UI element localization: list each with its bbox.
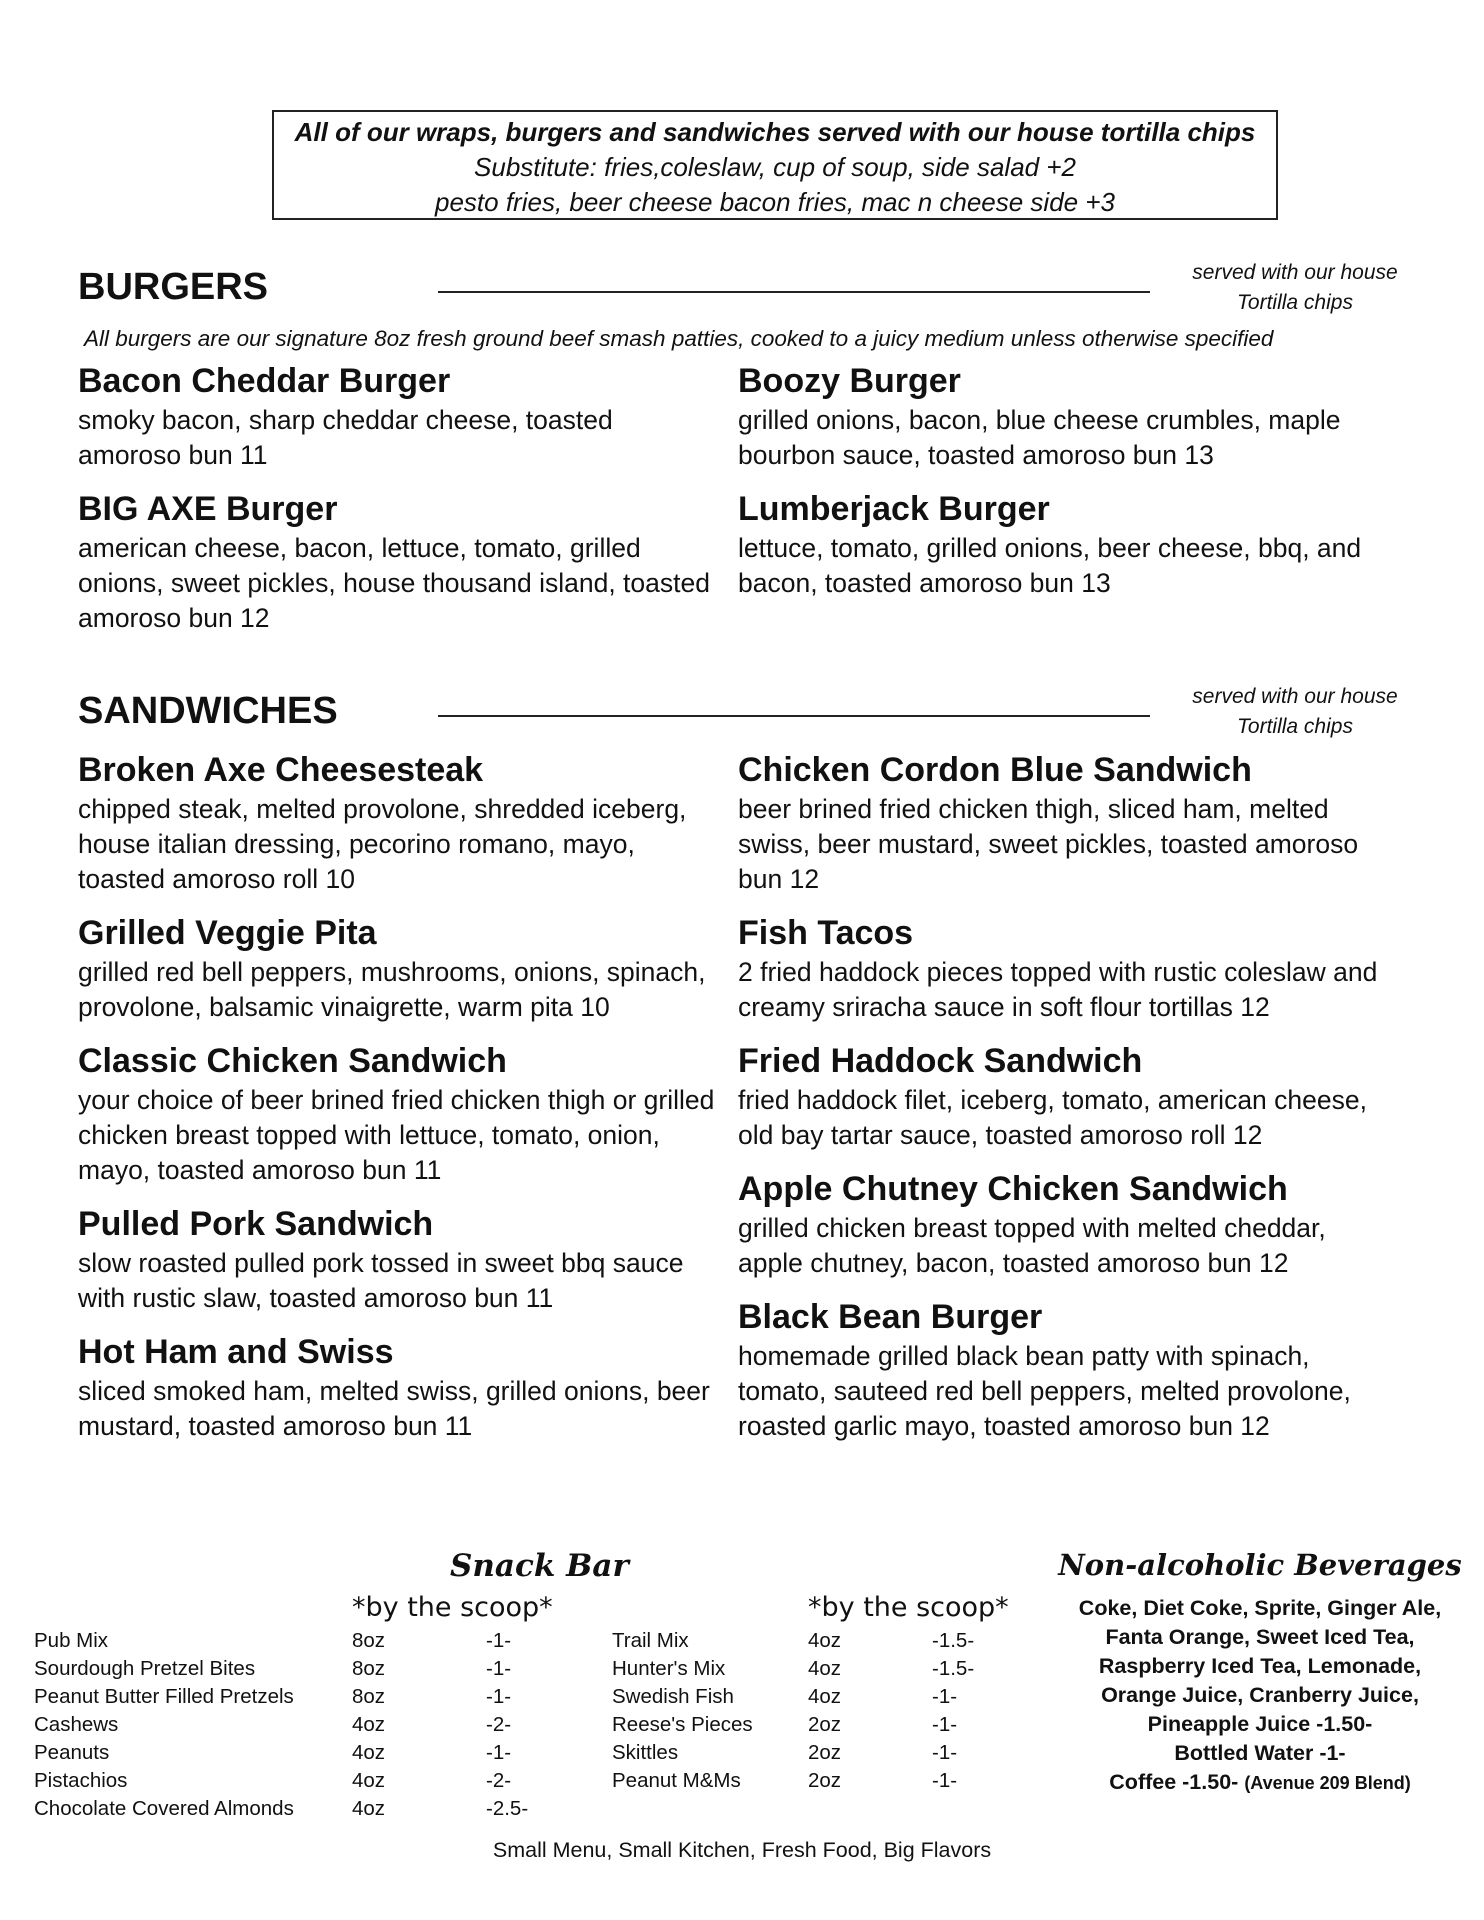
- item-description: grilled chicken breast topped with melted cheddar, apple chutney, bacon, toasted amoroso bun 12: [738, 1213, 1326, 1278]
- snack-name: Peanut Butter Filled Pretzels: [34, 1685, 294, 1708]
- notice-line-2: Substitute: fries,coleslaw, cup of soup, side salad +2: [474, 152, 1076, 182]
- snack-name: Peanuts: [34, 1741, 110, 1764]
- footer-tagline: Small Menu, Small Kitchen, Fresh Food, Big Flavors: [492, 1838, 992, 1862]
- item-name: Classic Chicken Sandwich: [78, 1042, 507, 1080]
- item-description: smoky bacon, sharp cheddar cheese, toasted amoroso bun 11: [78, 405, 613, 470]
- burgers-description: All burgers are our signature 8oz fresh ground beef smash patties, cooked to a juicy medium unless otherwise specified: [84, 326, 1274, 351]
- snack-name: Peanut M&Ms: [612, 1769, 741, 1792]
- table-row: [34, 1711, 528, 1739]
- sandwiches-left-column: [78, 748, 718, 1458]
- scoop-label-right: *by the scoop*: [808, 1592, 1009, 1623]
- snack-name: Cashews: [34, 1713, 119, 1736]
- snack-size: 4oz: [352, 1797, 386, 1820]
- sandwiches-served-note: [1150, 682, 1440, 742]
- menu-item: [738, 911, 1378, 1025]
- notice-line-1: All of our wraps, burgers and sandwiches served with our house tortilla chips: [294, 117, 1256, 147]
- snack-size: 4oz: [352, 1769, 386, 1792]
- menu-item: [738, 1039, 1378, 1153]
- table-row: [34, 1739, 528, 1767]
- table-row: [612, 1627, 974, 1655]
- item-description: chipped steak, melted provolone, shredded iceberg, house italian dressing, pecorino romano, mayo, toasted amoroso roll 10: [78, 794, 687, 894]
- snack-size: 4oz: [808, 1629, 842, 1652]
- menu-item: [78, 748, 718, 897]
- burgers-divider: [438, 291, 1150, 293]
- item-name: Hot Ham and Swiss: [78, 1333, 394, 1371]
- item-description: slow roasted pulled pork tossed in sweet bbq sauce with rustic slaw, toasted amoroso bun 11: [78, 1248, 684, 1313]
- menu-item: [78, 1330, 718, 1444]
- snack-table-left: [34, 1627, 528, 1823]
- menu-item: [738, 1295, 1378, 1444]
- menu-item: [78, 359, 718, 473]
- item-description: your choice of beer brined fried chicken thigh or grilled chicken breast topped with lettuce, tomato, onion, mayo, toasted amoroso bun 11: [78, 1085, 715, 1185]
- snack-name: Swedish Fish: [612, 1685, 734, 1708]
- snack-name: Chocolate Covered Almonds: [34, 1797, 294, 1820]
- item-description: american cheese, bacon, lettuce, tomato, grilled onions, sweet pickles, house thousand island, toasted amoroso bun 12: [78, 533, 710, 633]
- snack-name: Sourdough Pretzel Bites: [34, 1657, 256, 1680]
- snack-size: 8oz: [352, 1629, 386, 1652]
- item-description: grilled red bell peppers, mushrooms, onions, spinach, provolone, balsamic vinaigrette, warm pita 10: [78, 957, 706, 1022]
- snack-price: -1-: [932, 1741, 958, 1764]
- menu-item: [738, 487, 1378, 601]
- snack-size: 8oz: [352, 1657, 386, 1680]
- table-row: [612, 1739, 974, 1767]
- item-name: Bacon Cheddar Burger: [78, 362, 451, 400]
- menu-item: [738, 359, 1378, 473]
- notice-line-3: pesto fries, beer cheese bacon fries, mac n cheese side +3: [435, 187, 1115, 217]
- menu-item: [78, 1039, 718, 1188]
- table-row: [612, 1683, 974, 1711]
- scoop-label-left: *by the scoop*: [352, 1592, 553, 1623]
- snack-size: 4oz: [352, 1713, 386, 1736]
- menu-item: [738, 748, 1378, 897]
- coffee-price: Coffee -1.50-: [1109, 1770, 1239, 1794]
- item-name: BIG AXE Burger: [78, 490, 338, 528]
- snack-price: -2.5-: [486, 1797, 529, 1820]
- item-name: Black Bean Burger: [738, 1298, 1043, 1336]
- item-name: Lumberjack Burger: [738, 490, 1050, 528]
- item-description: beer brined fried chicken thigh, sliced ham, melted swiss, beer mustard, sweet pickles, toasted amoroso bun 12: [738, 794, 1359, 894]
- item-name: Broken Axe Cheesesteak: [78, 751, 484, 789]
- snack-size: 2oz: [808, 1713, 842, 1736]
- snack-price: -1.5-: [932, 1657, 975, 1680]
- burgers-right-column: [738, 359, 1378, 615]
- coffee-blend: (Avenue 209 Blend): [1244, 1773, 1411, 1793]
- beverage-line: Raspberry Iced Tea, Lemonade,: [1098, 1654, 1422, 1678]
- sides-notice-box: [272, 110, 1278, 220]
- snack-price: -1-: [486, 1741, 512, 1764]
- snack-price: -1-: [932, 1685, 958, 1708]
- item-name: Chicken Cordon Blue Sandwich: [738, 751, 1252, 789]
- snack-price: -1-: [486, 1657, 512, 1680]
- beverage-line: Bottled Water -1-: [1174, 1741, 1346, 1765]
- item-description: lettuce, tomato, grilled onions, beer cheese, bbq, and bacon, toasted amoroso bun 13: [738, 533, 1362, 598]
- item-name: Grilled Veggie Pita: [78, 914, 377, 952]
- snack-size: 4oz: [352, 1741, 386, 1764]
- item-description: fried haddock filet, iceberg, tomato, american cheese, old bay tartar sauce, toasted amoroso roll 12: [738, 1085, 1367, 1150]
- snack-name: Pistachios: [34, 1769, 128, 1792]
- snack-table-right: [612, 1627, 974, 1795]
- table-row: [34, 1655, 528, 1683]
- menu-item: [738, 1167, 1378, 1281]
- burgers-served-note: [1150, 258, 1440, 318]
- sandwiches-heading: SANDWICHES: [78, 690, 338, 732]
- served-note-line-2: Tortilla chips: [1237, 715, 1353, 738]
- snack-price: -1.5-: [932, 1629, 975, 1652]
- served-note-line-1: served with our house: [1192, 685, 1398, 708]
- snack-name: Hunter's Mix: [612, 1657, 726, 1680]
- snack-price: -2-: [486, 1769, 512, 1792]
- menu-item: [78, 1202, 718, 1316]
- snack-name: Trail Mix: [612, 1629, 689, 1652]
- table-row: [612, 1711, 974, 1739]
- snack-name: Reese's Pieces: [612, 1713, 753, 1736]
- served-note-line-1: served with our house: [1192, 261, 1398, 284]
- table-row: [612, 1767, 974, 1795]
- beverages-list: [1050, 1594, 1470, 1798]
- snack-size: 8oz: [352, 1685, 386, 1708]
- item-name: Apple Chutney Chicken Sandwich: [738, 1170, 1288, 1208]
- snack-bar-heading: Snack Bar: [450, 1548, 629, 1584]
- snack-price: -1-: [932, 1713, 958, 1736]
- served-note-line-2: Tortilla chips: [1237, 291, 1353, 314]
- beverage-line: Coke, Diet Coke, Sprite, Ginger Ale,: [1078, 1596, 1442, 1620]
- sandwiches-divider: [438, 715, 1150, 717]
- beverages-heading: Non-alcoholic Beverages: [1058, 1548, 1462, 1582]
- item-description: sliced smoked ham, melted swiss, grilled onions, beer mustard, toasted amoroso bun 11: [78, 1376, 710, 1441]
- menu-item: [78, 487, 718, 636]
- beverage-line: Orange Juice, Cranberry Juice,: [1101, 1683, 1419, 1707]
- item-name: Fish Tacos: [738, 914, 914, 952]
- snack-size: 2oz: [808, 1769, 842, 1792]
- sandwiches-right-column: [738, 748, 1378, 1458]
- item-description: grilled onions, bacon, blue cheese crumbles, maple bourbon sauce, toasted amoroso bun 13: [738, 405, 1341, 470]
- snack-size: 4oz: [808, 1657, 842, 1680]
- item-name: Boozy Burger: [738, 362, 961, 400]
- snack-price: -1-: [486, 1629, 512, 1652]
- table-row: [612, 1655, 974, 1683]
- table-row: [34, 1795, 528, 1823]
- beverage-line: Fanta Orange, Sweet Iced Tea,: [1105, 1625, 1415, 1649]
- beverage-line: Pineapple Juice -1.50-: [1147, 1712, 1373, 1736]
- snack-size: 4oz: [808, 1685, 842, 1708]
- table-row: [34, 1627, 528, 1655]
- item-description: homemade grilled black bean patty with spinach, tomato, sauteed red bell peppers, melted provolone, roasted garlic mayo, toasted amoroso bun 12: [738, 1341, 1351, 1441]
- table-row: [34, 1683, 528, 1711]
- burgers-heading: BURGERS: [78, 266, 269, 308]
- item-name: Pulled Pork Sandwich: [78, 1205, 434, 1243]
- snack-name: Pub Mix: [34, 1629, 109, 1652]
- snack-name: Skittles: [612, 1741, 679, 1764]
- item-name: Fried Haddock Sandwich: [738, 1042, 1143, 1080]
- item-description: 2 fried haddock pieces topped with rustic coleslaw and creamy sriracha sauce in soft flour tortillas 12: [738, 957, 1378, 1022]
- snack-price: -1-: [932, 1769, 958, 1792]
- snack-size: 2oz: [808, 1741, 842, 1764]
- coffee-line: [1050, 1768, 1470, 1798]
- table-row: [34, 1767, 528, 1795]
- burgers-left-column: [78, 359, 718, 650]
- snack-price: -2-: [486, 1713, 512, 1736]
- snack-price: -1-: [486, 1685, 512, 1708]
- menu-item: [78, 911, 718, 1025]
